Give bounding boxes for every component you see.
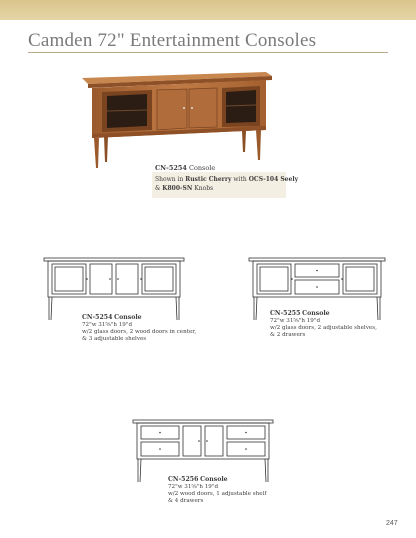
drawing-cn-5254 — [43, 256, 185, 322]
drawing-cn-5256 — [132, 418, 274, 484]
hardware-code: OCS-104 Seely — [248, 176, 299, 183]
knob-code: K800-SN — [162, 185, 193, 192]
page-title: Camden 72" Entertainment Consoles — [28, 30, 317, 51]
page-number: 247 — [386, 520, 398, 527]
top-decorative-band — [0, 0, 416, 20]
spec-cn-5256: CN-5256 Console 72"w 31⅝"h 19"d w/2 wood doors, 1 adjustable shelf & 4 drawers — [168, 476, 267, 504]
title-divider — [28, 52, 388, 53]
console-photo — [80, 68, 276, 176]
spec-cn-5255: CN-5255 Console 72"w 31⅝"h 19"d w/2 glass doors, 2 adjustable shelves, & 2 drawers — [270, 310, 377, 338]
photo-caption — [155, 164, 215, 172]
photo-model-name: Console — [188, 164, 216, 172]
finish-note-line-1: Shown in Rustic Cherry with OCS-104 Seely — [155, 176, 299, 183]
finish-note-line-2: & K800-SN Knobs — [155, 185, 214, 192]
finish-name: Rustic Cherry — [185, 176, 232, 183]
photo-model-code: CN-5254 — [155, 164, 187, 172]
spec-cn-5254: CN-5254 Console 72"w 31⅝"h 19"d w/2 glass doors, 2 wood doors in center, & 3 adjustable shelves — [82, 314, 197, 342]
